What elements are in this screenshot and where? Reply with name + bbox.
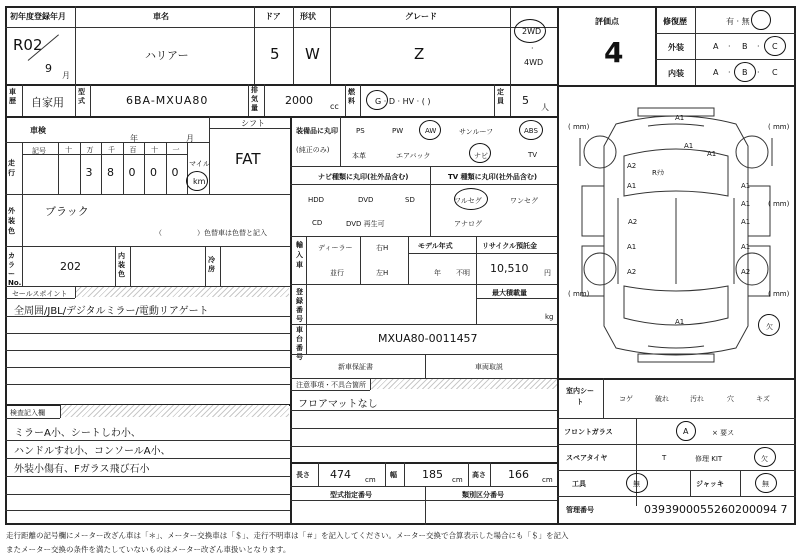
front-glass-a-circle xyxy=(676,421,696,441)
reg-month-label: 月 xyxy=(62,71,70,80)
navi-dvd-play: DVD 再生可 xyxy=(346,220,385,228)
fuel: G · D · HV · ( ) xyxy=(375,97,431,106)
sheet-dirt: 汚れ xyxy=(690,395,704,403)
capacity: 5 xyxy=(522,94,529,107)
mark-5: A1 xyxy=(627,182,637,190)
mark-9: A1 xyxy=(627,243,637,251)
mark-7: A2 xyxy=(628,218,638,226)
recycle-unit: 円 xyxy=(544,269,551,277)
sheet-hole: 穴 xyxy=(727,395,734,403)
mgmt-label: 管理番号 xyxy=(566,506,594,514)
car-damage-diagram xyxy=(558,86,795,378)
footer-line-2: またメーター交換の条件を満たしていないものはメーター改ざん車扱いとなります。 xyxy=(6,545,291,554)
notes-text: フロアマットなし xyxy=(298,399,378,410)
displacement: 2000 xyxy=(285,94,313,107)
navi-type-label: ナビ種類に丸印(社外品含む) xyxy=(318,173,409,181)
equipment-label: 装備品に丸印 xyxy=(296,127,338,135)
repair-options: 有 · 無 xyxy=(726,17,750,26)
color-label: 外装色 xyxy=(8,207,15,235)
mileage-digit-5: 0 xyxy=(171,166,179,179)
exterior-c: C xyxy=(772,42,778,51)
cc-unit: cc xyxy=(330,102,339,111)
drive-2wd: 2WD xyxy=(522,27,542,36)
exterior-label: 外装 xyxy=(668,43,684,52)
import-parallel: 並行 xyxy=(330,269,344,277)
mark-2: A1 xyxy=(684,142,694,150)
height-value: 166 xyxy=(508,468,529,481)
mileage-digit-4: 0 xyxy=(150,166,157,179)
footer-line-1: 走行距離の記号欄にメーター改ざん車は「＊」、メーター交換車は「＄」、走行不明車は「＃」を記入してください。メーター交換で合算表示した場合にも「＄」を記入 xyxy=(6,531,569,540)
mark-4: A2 xyxy=(627,162,637,170)
tools-value: 無 xyxy=(633,480,640,488)
mileage-unit-2: 千 xyxy=(108,146,115,154)
navi-dvd: DVD xyxy=(358,196,374,204)
drive-4wd: 4WD xyxy=(524,58,544,67)
reg-no-label: 登録番号 xyxy=(296,288,303,323)
mileage-unit-3: 百 xyxy=(129,146,137,154)
model-year-year: 年 xyxy=(434,269,441,277)
usage: 自家用 xyxy=(31,96,64,109)
mileage-unit-1: 万 xyxy=(86,146,94,154)
interior-b-circle xyxy=(734,62,756,82)
unit-km: km xyxy=(193,177,206,186)
mark-1: A1 xyxy=(675,114,685,122)
navi-sd: SD xyxy=(405,196,415,204)
color-change-note: （ ）色替車は色替と記入 xyxy=(155,229,267,237)
height-label: 高さ xyxy=(472,471,486,479)
mileage-kigo: 記号 xyxy=(32,147,46,155)
fuel-label: 燃料 xyxy=(348,88,355,105)
inspection-notes-label: 検査記入欄 xyxy=(10,409,45,417)
person-unit: 人 xyxy=(541,103,549,112)
navi-circle xyxy=(469,143,491,163)
tv-fullseg: フルセグ xyxy=(454,197,482,205)
mark-6: A1 xyxy=(741,182,751,190)
equip-tv: TV xyxy=(528,151,538,159)
interior-label: 内装 xyxy=(668,69,684,78)
length-value: 474 xyxy=(330,468,351,481)
repair-label: 修復歴 xyxy=(663,17,687,26)
exterior-b: B xyxy=(742,42,748,51)
warranty-label: 新車保証書 xyxy=(338,363,373,371)
inspection-note-1: ミラーA小、シートしわ小、 xyxy=(14,428,141,439)
abs-circle xyxy=(519,120,543,140)
reg-month: 9 xyxy=(45,62,52,75)
spare-tire-label: スペアタイヤ xyxy=(566,454,608,462)
sheet-tear: 破れ xyxy=(655,395,669,403)
diagram-note-mark: Rﾃｶ xyxy=(652,169,664,177)
mark-10: A1 xyxy=(741,243,751,251)
width-value: 185 xyxy=(422,468,443,481)
car-name: ハリアー xyxy=(145,49,189,62)
color-no-label: カラーNo. xyxy=(8,252,22,287)
diagram-missing: 欠 xyxy=(766,323,773,331)
mileage-unit-0: 十 xyxy=(65,146,72,154)
fuel-g-circle xyxy=(366,90,388,110)
import-label: 輸入車 xyxy=(296,241,303,269)
shift-label: シフト xyxy=(241,119,265,128)
color-no: 202 xyxy=(60,260,81,273)
model: 6BA-MXUA80 xyxy=(126,94,209,107)
equip-sunroof: サンルーフ xyxy=(459,128,494,136)
reg-year-label: 初年度登録年月 xyxy=(10,12,66,21)
usage-label: 車歴 xyxy=(9,88,16,105)
jack-label: ジャッキ xyxy=(696,480,724,488)
displacement-label: 排気量 xyxy=(251,86,258,112)
navi-hdd: HDD xyxy=(308,196,325,204)
room-sheet-label: 室内シート xyxy=(566,387,594,406)
width-unit: cm xyxy=(452,476,463,484)
mileage-digit-2: 8 xyxy=(107,166,114,179)
equip-airbag: エアバック xyxy=(396,152,431,160)
import-dealer: ディーラー xyxy=(318,244,353,252)
inspection-month: 月 xyxy=(186,134,194,143)
mm-3: ( mm) xyxy=(568,290,590,298)
mgmt-value: 0393900055260200094 7 xyxy=(644,503,788,516)
mm-4: ( mm) xyxy=(768,290,790,298)
front-glass-label: フロントガラス xyxy=(564,428,613,436)
fullseg-circle xyxy=(454,188,488,210)
category-no-label: 類別区分番号 xyxy=(462,491,504,499)
front-glass-value: A xyxy=(683,427,689,436)
mark-13: A1 xyxy=(675,318,685,326)
mark-3: A1 xyxy=(707,150,717,158)
max-load-label: 最大積載量 xyxy=(492,289,527,297)
km-circle xyxy=(186,171,208,191)
equip-pw: PW xyxy=(392,127,404,135)
model-year-unknown: 不明 xyxy=(456,269,470,277)
mileage-digit-1: 3 xyxy=(85,166,93,179)
length-unit: cm xyxy=(365,476,376,484)
mm-5: ( mm) xyxy=(768,200,790,208)
recycle-value: 10,510 xyxy=(490,262,529,275)
mm-1: ( mm) xyxy=(568,123,590,131)
equip-aw: AW xyxy=(425,127,437,135)
equip-leather: 本革 xyxy=(352,152,366,160)
inspection-year: 年 xyxy=(130,134,138,143)
mark-11: A2 xyxy=(627,268,637,276)
sales-point-text: 全周囲/JBL/デジタルミラー/電動リアゲート xyxy=(14,306,209,317)
recycle-label: リサイクル預託金 xyxy=(482,242,538,250)
mm-2: ( mm) xyxy=(768,123,790,131)
notes-label: 注意事項・不具合箇所 xyxy=(296,381,366,389)
mileage-unit-5: 一 xyxy=(172,146,180,154)
import-left-h: 左H xyxy=(376,269,389,277)
chassis-label: 車台番号 xyxy=(296,326,303,361)
inspection-note-2: ハンドルすれ小、コンソールA小、 xyxy=(14,446,171,457)
mark-14: A1 xyxy=(741,200,751,208)
front-glass-option: × 要ス xyxy=(712,429,735,437)
mileage-unit-4: 十 xyxy=(151,146,158,154)
color-value: ブラック xyxy=(45,205,89,218)
shape-label: 形状 xyxy=(300,12,316,21)
height-unit: cm xyxy=(542,476,553,484)
manual-label: 車両取説 xyxy=(475,363,503,371)
repair-none-circle xyxy=(751,10,771,30)
doors: 5 xyxy=(270,45,280,63)
interior-c: C xyxy=(772,68,778,77)
spare-missing-circle xyxy=(754,447,776,467)
sales-point-label: セールスポイント xyxy=(12,290,68,298)
width-label: 幅 xyxy=(390,471,397,479)
grade-label: グレード xyxy=(405,12,437,21)
equip-abs: ABS xyxy=(524,127,538,135)
car-name-label: 車名 xyxy=(153,12,169,21)
tools-label: 工具 xyxy=(572,480,586,488)
door-label: ドア xyxy=(265,12,281,21)
capacity-label: 定員 xyxy=(497,88,504,105)
interior-a: A xyxy=(713,68,719,77)
max-load-unit: kg xyxy=(545,313,554,321)
jack-none-circle xyxy=(755,473,777,493)
import-right-h: 右H xyxy=(376,244,389,252)
spare-tire-t: T xyxy=(662,454,667,462)
mark-12: A2 xyxy=(741,268,751,276)
shape: W xyxy=(305,45,320,63)
sheet-scratch: キズ xyxy=(756,395,770,403)
grade: Z xyxy=(414,45,425,63)
inspection-note-3: 外装小傷有、Fガラス飛び石小 xyxy=(14,464,150,475)
spare-tire-missing: 欠 xyxy=(761,455,768,463)
jack-value: 無 xyxy=(762,480,769,488)
inspection-label: 車検 xyxy=(30,126,46,135)
aw-circle xyxy=(419,120,441,140)
model-label: 型式 xyxy=(78,88,85,105)
model-year-label: モデル年式 xyxy=(418,242,453,250)
interior-color-label: 内装色 xyxy=(118,252,125,278)
navi-cd: CD xyxy=(312,219,323,227)
spare-tire-kit: 修理 KIT xyxy=(695,455,723,463)
shift-value: FAT xyxy=(235,150,261,168)
interior-b: B xyxy=(742,68,748,77)
unit-mile: マイル xyxy=(189,160,210,168)
equip-navi: ナビ xyxy=(474,152,488,160)
reg-year: R02 xyxy=(13,36,43,54)
chassis-value: MXUA80-0011457 xyxy=(378,332,478,345)
score-label: 評価点 xyxy=(595,17,619,26)
score-value: 4 xyxy=(604,36,624,69)
length-label: 長さ xyxy=(296,471,310,479)
mark-8: A1 xyxy=(741,218,751,226)
tools-none-circle xyxy=(626,473,648,493)
type-designation-label: 型式指定番号 xyxy=(330,491,372,499)
equip-ps: PS xyxy=(356,127,365,135)
tv-analog: アナログ xyxy=(454,220,482,228)
tv-oneseg: ワンセグ xyxy=(510,197,538,205)
cooler-label: 冷房 xyxy=(208,256,215,273)
drive-dot: · xyxy=(531,44,534,53)
mileage-digit-3: 0 xyxy=(128,166,136,179)
drive-2wd-circle xyxy=(514,19,546,43)
equipment-label-sub: (純正のみ) xyxy=(296,146,330,154)
sheet-koge: コゲ xyxy=(619,395,633,403)
missing-circle xyxy=(758,314,780,336)
exterior-c-circle xyxy=(764,36,786,56)
exterior-a: A xyxy=(713,42,719,51)
mileage-label: 走行 xyxy=(8,159,15,177)
tv-type-label: TV 種類に丸印(社外品含む) xyxy=(448,173,538,181)
